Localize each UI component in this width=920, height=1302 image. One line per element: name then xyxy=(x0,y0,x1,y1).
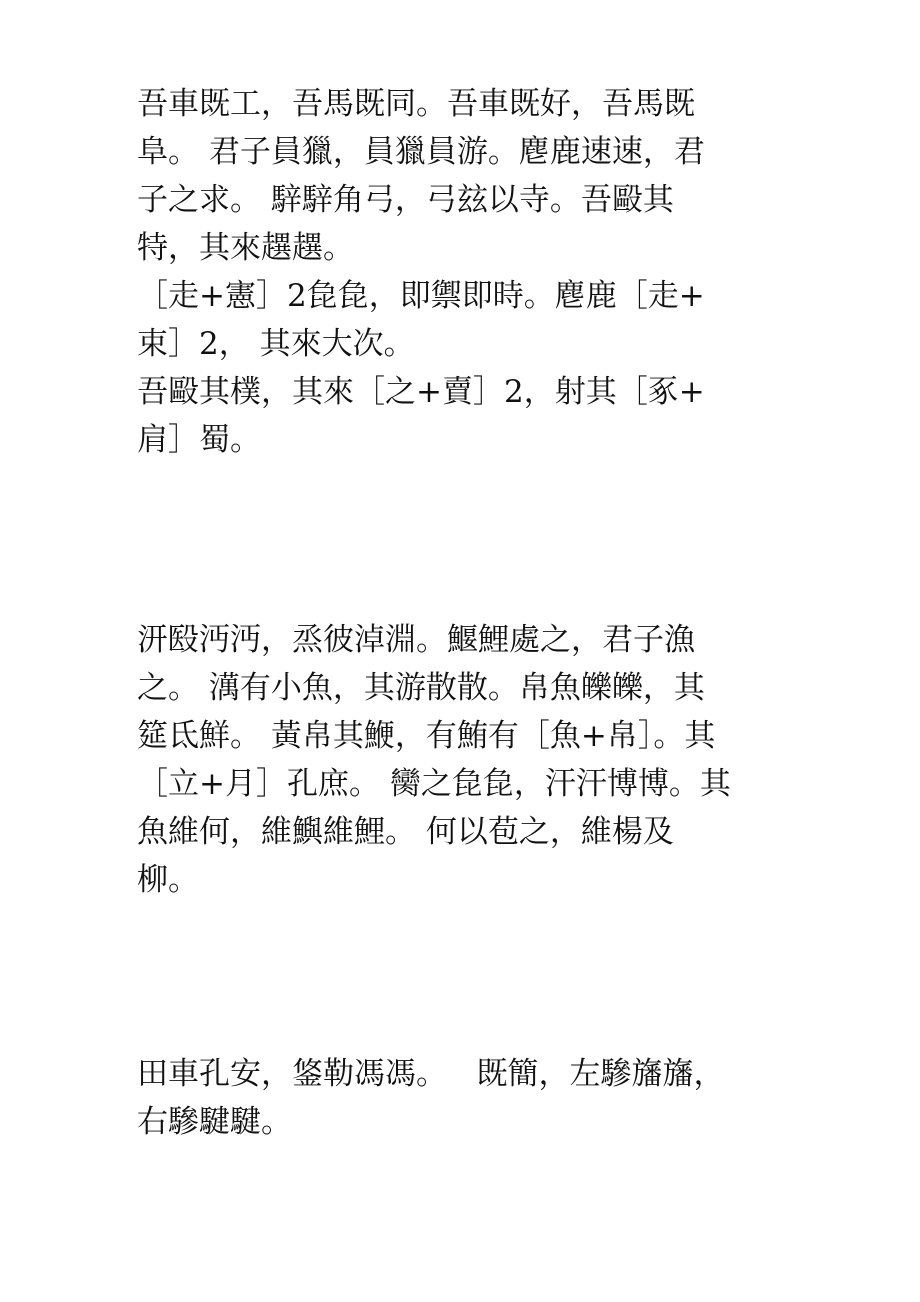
paragraph-1 xyxy=(137,80,797,464)
text-line: 吾毆其樸，其來［之+賣］2，射其［豖+ xyxy=(137,374,705,410)
text-line: 汧殹沔沔，烝彼淖淵。鰋鯉處之，君子漁 xyxy=(137,622,695,658)
text-line: 阜。 君子員獵，員獵員游。麀鹿速速，君 xyxy=(137,134,705,170)
text-line: ［立+月］孔庶。 臠之㲋㲋，汗汗博博。其 xyxy=(137,766,731,802)
text-line: 右驂騝騝。 xyxy=(137,1104,292,1140)
text-line: 魚維何，維鱮維鯉。 何以苞之，維楊及 xyxy=(137,814,674,850)
text-line: 肩］蜀。 xyxy=(137,422,261,458)
text-line: 筵氐鮮。 黃帛其鯾，有鮪有［魚+帛］。其 xyxy=(137,718,716,754)
paragraph-2 xyxy=(137,616,797,904)
text-line: 吾車既工，吾馬既同。吾車既好，吾馬既 xyxy=(137,86,695,122)
text-line: 束］2， 其來大次。 xyxy=(137,326,415,362)
paragraph-3 xyxy=(137,1050,797,1146)
text-line: 子之求。 騂騂角弓，弓玆以寺。吾毆其 xyxy=(137,182,674,218)
text-line: 特，其來趩趩。 xyxy=(137,230,354,266)
text-line: ［走+憲］2㲋㲋，即禦即時。麀鹿［走+ xyxy=(137,278,705,314)
text-line: 柳。 xyxy=(137,862,199,898)
text-line: 田車孔安，鋚勒馮馮。 既簡，左驂旛旛， xyxy=(137,1056,725,1092)
text-line: 之。 澫有小魚，其游散散。帛魚皪皪，其 xyxy=(137,670,705,706)
